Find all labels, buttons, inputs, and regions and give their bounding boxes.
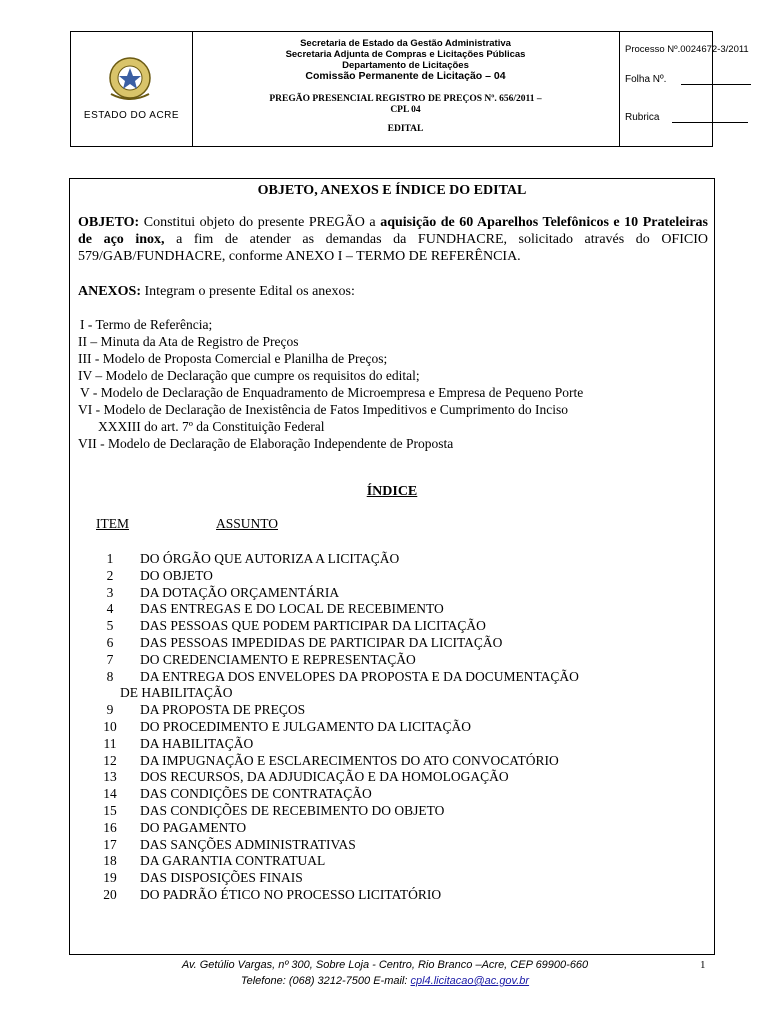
index-item-subject: DA PROPOSTA DE PREÇOS (140, 702, 306, 718)
state-caption: ESTADO DO ACRE (83, 110, 180, 121)
index-item-subject: DOS RECURSOS, DA ADJUDICAÇÃO E DA HOMOLOGAÇÃO (140, 769, 509, 785)
pregao-line: PREGÃO PRESENCIAL REGISTRO DE PREÇOS Nº. 656/2011 – (269, 94, 542, 104)
process-cell (619, 32, 749, 146)
rubrica-label: Rubrica (625, 112, 660, 123)
page-number: 1 (700, 959, 706, 971)
index-item-subject: DAS CONDIÇÕES DE RECEBIMENTO DO OBJETO (140, 803, 445, 818)
index-item-number: 13 (103, 769, 117, 785)
objeto-label: OBJETO: (78, 215, 140, 230)
indice-title: ÍNDICE (366, 484, 418, 499)
index-item-subject: DA HABILITAÇÃO (140, 735, 254, 751)
index-item-subject: DA GARANTIA CONTRATUAL (140, 853, 326, 869)
folha-label: Folha Nº. (625, 74, 667, 85)
header-line-2: Secretaria Adjunta de Compras e Licitações Públicas (285, 49, 526, 60)
cpl-line: CPL 04 (390, 105, 421, 115)
index-item-number: 7 (106, 651, 114, 667)
rubrica-field (625, 112, 748, 123)
objeto-text-1: Constitui objeto do presente PREGÃO a (143, 215, 376, 230)
index-row (90, 886, 441, 903)
index-item-subject: DAS DISPOSIÇÕES FINAIS (140, 870, 303, 886)
index-row (90, 634, 502, 651)
index-row (90, 802, 444, 819)
index-row (90, 617, 486, 634)
index-item-subject: DAS PESSOAS IMPEDIDAS DE PARTICIPAR DA LICITAÇÃO (140, 635, 503, 650)
main-content-box (69, 178, 715, 955)
index-item-number: 9 (106, 702, 114, 718)
index-item-number: 2 (106, 567, 114, 583)
footer-address: Av. Getúlio Vargas, nº 300, Sobre Loja - Centro, Rio Branco –Acre, CEP 69900-660 (181, 959, 589, 971)
index-row (90, 668, 579, 685)
index-item-subject: DO CREDENCIAMENTO E REPRESENTAÇÃO (140, 651, 416, 667)
index-item-number: 6 (106, 635, 114, 650)
index-row (90, 819, 246, 836)
anexos-text: Integram o presente Edital os anexos: (144, 284, 355, 299)
header-table (70, 31, 749, 147)
index-item-number: 18 (103, 853, 117, 869)
index-item-subject: DO PADRÃO ÉTICO NO PROCESSO LICITATÓRIO (140, 887, 442, 902)
objeto-bold: aquisição de 60 Aparelhos Telefônicos e 10 Prateleiras de aço inox, (78, 215, 709, 247)
rubrica-blank (672, 122, 748, 123)
index-row (90, 735, 253, 752)
section-title: OBJETO, ANEXOS E ÍNDICE DO EDITAL (257, 183, 527, 198)
folha-blank (681, 84, 751, 85)
index-item-number: 11 (103, 735, 117, 751)
index-row (90, 651, 416, 668)
index-row (90, 718, 471, 735)
anexo-item: V - Modelo de Declaração de Enquadramento de Microempresa e Empresa de Pequeno Porte (80, 385, 584, 400)
index-item-number: 12 (103, 752, 117, 768)
anexo-item: IV – Modelo de Declaração que cumpre os requisitos do edital; (78, 368, 420, 383)
index-item-number: 19 (103, 870, 117, 886)
index-item-number: 10 (103, 719, 117, 734)
anexos-paragraph (78, 283, 708, 300)
index-item-subject: DAS SANÇÕES ADMINISTRATIVAS (140, 836, 356, 852)
index-item-subject: DE HABILITAÇÃO (120, 685, 233, 701)
anexo-item: XXXIII do art. 7º da Constituição Federal (98, 419, 325, 434)
index-item-subject: DA IMPUGNAÇÃO E ESCLARECIMENTOS DO ATO CONVOCATÓRIO (140, 752, 559, 768)
index-row (90, 600, 444, 617)
anexo-item: III - Modelo de Proposta Comercial e Planilha de Preços; (78, 351, 388, 366)
index-row (90, 785, 372, 802)
index-row (90, 584, 339, 601)
index-item-number: 3 (106, 584, 114, 600)
objeto-paragraph (78, 214, 708, 265)
index-item-number: 16 (103, 819, 117, 835)
index-item-subject: DO ÓRGÃO QUE AUTORIZA A LICITAÇÃO (140, 551, 400, 566)
index-item-subject: DO PROCEDIMENTO E JULGAMENTO DA LICITAÇÃO (140, 719, 472, 734)
institution-cell (192, 32, 620, 146)
header-line-1: Secretaria de Estado da Gestão Administrativa (300, 38, 511, 49)
index-row (90, 836, 356, 853)
index-item-subject: DO PAGAMENTO (140, 819, 247, 835)
index-item-number: 20 (103, 887, 117, 902)
footer-email-link[interactable]: cpl4.licitacao@ac.gov.br (410, 975, 530, 987)
index-item-number: 4 (106, 601, 114, 617)
acre-seal-icon (105, 54, 155, 104)
index-item-subject: DAS PESSOAS QUE PODEM PARTICIPAR DA LICITAÇÃO (140, 618, 486, 634)
index-item-subject: DO OBJETO (140, 567, 213, 583)
index-item-subject: DAS ENTREGAS E DO LOCAL DE RECEBIMENTO (140, 601, 444, 617)
seal-cell (71, 32, 193, 146)
anexos-label: ANEXOS: (78, 284, 142, 299)
footer-phone: Telefone: (068) 3212-7500 E-mail: (240, 975, 408, 987)
folha-field (625, 74, 751, 85)
index-row (90, 768, 509, 785)
index-item-number: 17 (103, 836, 117, 852)
assunto-column-header: ASSUNTO (216, 516, 279, 531)
index-row (90, 752, 559, 769)
footer-contact (0, 975, 770, 987)
index-row (90, 869, 303, 886)
index-item-number: 8 (106, 668, 114, 684)
objeto-text-2: a fim de atender as demandas da FUNDHACRE, solicitado através do OFICIO 579/GAB/FUNDHACRE, conforme ANEXO I – TERMO DE REFERÊNCIA. (78, 232, 708, 264)
index-item-number: 5 (106, 618, 114, 634)
anexo-item: II – Minuta da Ata de Registro de Preços (78, 334, 299, 349)
processo-label: Processo Nº.0024672-3/2011 (625, 44, 749, 55)
item-column-header: ITEM (96, 516, 129, 531)
index-row (90, 852, 325, 869)
index-item-number: 15 (103, 803, 117, 818)
edital-line: EDITAL (387, 124, 424, 134)
anexo-item: VI - Modelo de Declaração de Inexistência de Fatos Impeditivos e Cumprimento do Inciso (78, 402, 568, 417)
index-row (90, 684, 233, 701)
header-line-4: Comissão Permanente de Licitação – 04 (305, 70, 506, 82)
header-line-3: Departamento de Licitações (342, 60, 469, 71)
index-item-number: 14 (103, 786, 117, 802)
anexo-item: I - Termo de Referência; (80, 317, 213, 332)
index-item-subject: DA DOTAÇÃO ORÇAMENTÁRIA (140, 584, 340, 600)
index-row (90, 701, 305, 718)
anexo-item: VII - Modelo de Declaração de Elaboração Independente de Proposta (78, 436, 454, 451)
index-row (90, 550, 399, 567)
index-item-subject: DA ENTREGA DOS ENVELOPES DA PROPOSTA E DA DOCUMENTAÇÃO (140, 668, 579, 684)
index-item-number: 1 (106, 551, 114, 566)
index-row (90, 567, 213, 584)
index-item-subject: DAS CONDIÇÕES DE CONTRATAÇÃO (140, 786, 372, 802)
